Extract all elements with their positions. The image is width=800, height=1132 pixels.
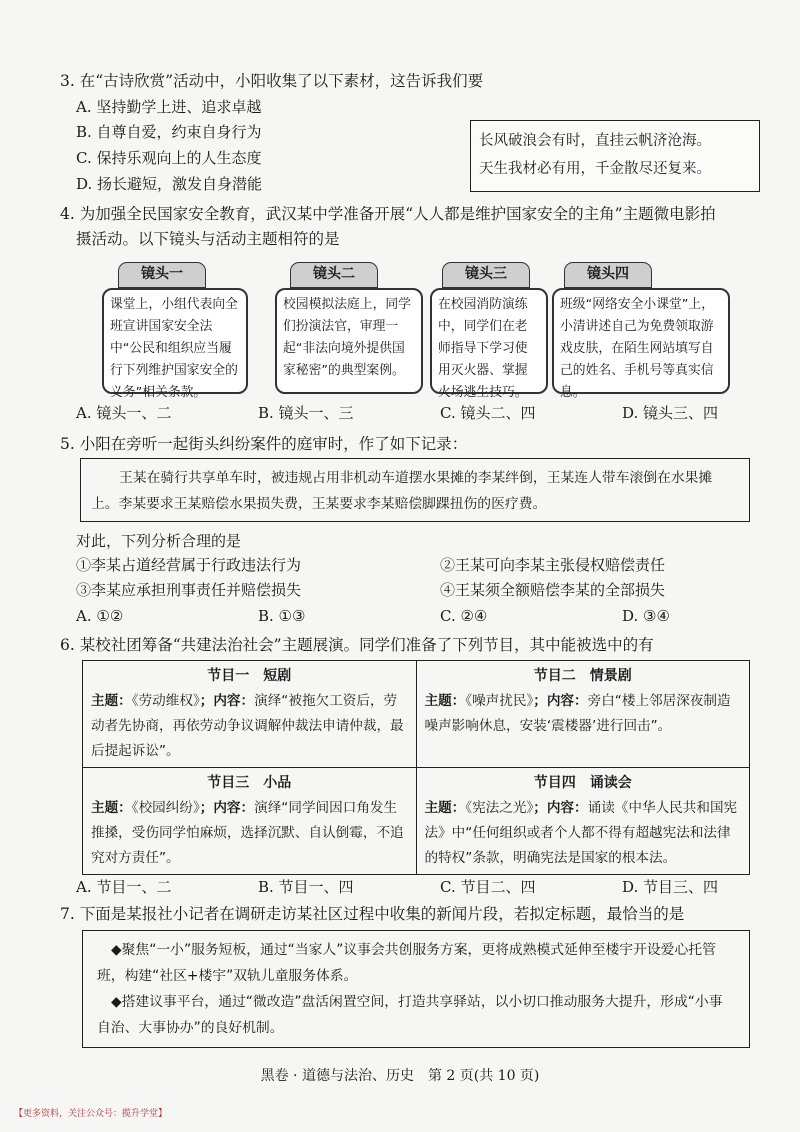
program-3-theme: 《校园纠纷》 [131, 800, 200, 816]
q5-item-2: ②王某可向李某主张侵权赔偿责任 [440, 556, 666, 574]
program-2-cell [416, 661, 750, 768]
scene-2-tab: 镜头二 [290, 262, 378, 288]
q5-option-d[interactable]: D. ③④ [622, 607, 670, 625]
q7-news-box [82, 930, 750, 1048]
q5-option-b[interactable]: B. ①③ [258, 607, 306, 625]
page-footer: 黑卷 · 道德与法治、历史 第 2 页(共 10 页) [260, 1068, 540, 1084]
q4-option-b[interactable]: B. 镜头一、三 [258, 404, 354, 422]
q6-option-b[interactable]: B. 节目一、四 [258, 878, 354, 896]
program-4-cell [416, 768, 750, 875]
scene-4-card: 班级“网络安全小课堂”上，小清讲述自己为免费领取游戏皮肤，在陌生网站填写自己的姓名、手机号等真实信息。 [552, 288, 730, 394]
news-item-2: ◆搭建议事平台，通过“微改造”盘活闲置空间，打造共享驿站，以小切口推动服务大提升，形成“小事自治、大事协办”的良好机制。 [97, 994, 723, 1036]
program-4-title: 节目四 诵读会 [533, 775, 632, 791]
program-2-title: 节目二 情景剧 [533, 668, 632, 684]
q5-lead: 对此，下列分析合理的是 [76, 532, 242, 550]
q3-option-d[interactable]: D. 扬长避短，激发自身潜能 [76, 175, 263, 193]
scene-2-card: 校园模拟法庭上，同学们扮演法官，审理一起“非法向境外提供国家秘密”的典型案例。 [275, 288, 423, 394]
program-2-theme: 《噪声扰民》 [465, 693, 534, 709]
scene-3-tab: 镜头三 [442, 262, 530, 288]
poem-line-1: 长风破浪会有时，直挂云帆济沧海。 [479, 133, 711, 149]
q6-option-a[interactable]: A. 节目一、二 [76, 878, 172, 896]
q3-stem: 3. 在“古诗欣赏”活动中，小阳收集了以下素材，这告诉我们要 [60, 72, 484, 90]
poem-line-2: 天生我材必有用，千金散尽还复来。 [479, 161, 711, 177]
q3-option-c[interactable]: C. 保持乐观向上的人生态度 [76, 149, 262, 167]
scene-1-tab: 镜头一 [118, 262, 206, 288]
q6-option-c[interactable]: C. 节目二、四 [440, 878, 536, 896]
q5-item-3: ③李某应承担刑事责任并赔偿损失 [76, 581, 302, 599]
q5-option-a[interactable]: A. ①② [76, 607, 124, 625]
program-1-title: 节目一 短剧 [207, 668, 292, 684]
q5-option-c[interactable]: C. ②④ [440, 607, 488, 625]
q3-option-b[interactable]: B. 自尊自爱，约束自身行为 [76, 123, 262, 141]
q3-option-a[interactable]: A. 坚持勤学上进、追求卓越 [76, 98, 262, 116]
q4-option-d[interactable]: D. 镜头三、四 [622, 404, 719, 422]
program-1-content: 演绎“被拖欠工资后，劳动者先协商，再依劳动争议调解仲裁法申请仲裁，最后提起诉讼”。 [91, 693, 404, 759]
q7-stem: 7. 下面是某报社小记者在调研走访某社区过程中收集的新闻片段，若拟定标题，最恰当的是 [60, 905, 685, 923]
q4-option-c[interactable]: C. 镜头二、四 [440, 404, 536, 422]
q4-stem-line-2: 摄活动。以下镜头与活动主题相符的是 [76, 230, 340, 248]
program-label: ；内容： [199, 800, 255, 816]
q5-stem: 5. 小阳在旁听一起街头纠纷案件的庭审时，作了如下记录： [60, 435, 468, 453]
program-2-content: 旁白“楼上邻居深夜制造噪声影响休息，安装‘震楼器’进行回击”。 [424, 693, 731, 734]
program-1-theme: 《劳动维权》 [131, 693, 200, 709]
q6-option-d[interactable]: D. 节目三、四 [622, 878, 719, 896]
scene-4-tab: 镜头四 [564, 262, 652, 288]
program-3-content: 演绎“同学间因口角发生推搡，受伤同学怕麻烦，选择沉默、自认倒霉，不追究对方责任”。 [91, 800, 404, 866]
program-label: ；内容： [533, 693, 588, 709]
q3-poem-box [470, 120, 760, 192]
program-label: ；内容： [533, 800, 588, 816]
q5-item-4: ④王某须全额赔偿李某的全部损失 [440, 581, 666, 599]
q5-item-1: ①李某占道经营属于行政违法行为 [76, 556, 302, 574]
program-4-content: 诵读《中华人民共和国宪法》中“任何组织或者个人都不得有超越宪法和法律的特权”条款，明确宪法是国家的根本法。 [424, 800, 738, 866]
q4-stem-line-1: 4. 为加强全民国家安全教育，武汉某中学准备开展“人人都是维护国家安全的主角”主题微电影拍 [60, 205, 716, 223]
q6-stem: 6. 某校社团筹备“共建法治社会”主题展演。同学们准备了下列节目，其中能被选中的有 [60, 636, 654, 654]
program-label: 主题： [424, 693, 466, 709]
program-3-cell [83, 768, 417, 875]
scene-3-card: 在校园消防演练中，同学们在老师指导下学习使用灭火器、掌握火场逃生技巧。 [430, 288, 548, 394]
promo-note: 【更多资料，关注公众号：揽升学堂】 [14, 1109, 168, 1119]
news-item-1: ◆聚焦“一小”服务短板，通过“当家人”议事会共创服务方案，更将成熟模式延伸至楼宇开设爱心托管班，构建“社区+楼宇”双轨儿童服务体系。 [97, 942, 716, 984]
program-1-cell [83, 661, 417, 768]
q5-record-box: 王某在骑行共享单车时，被违规占用非机动车道摆水果摊的李某绊倒，王某连人带车滚倒在水果摊上。李某要求王某赔偿水果损失费，王某要求李某赔偿脚踝扭伤的医疗费。 [80, 458, 750, 522]
scene-1-card: 课堂上，小组代表向全班宣讲国家安全法中“公民和组织应当履行下列维护国家安全的义务”相关条款。 [102, 288, 248, 394]
program-label: 主题： [424, 800, 466, 816]
q4-option-a[interactable]: A. 镜头一、二 [76, 404, 172, 422]
program-label: 主题： [91, 693, 132, 709]
q6-program-table [82, 660, 750, 875]
program-label: 主题： [91, 800, 132, 816]
program-label: ；内容： [199, 693, 255, 709]
program-3-title: 节目三 小品 [207, 775, 292, 791]
program-4-theme: 《宪法之光》 [465, 800, 534, 816]
